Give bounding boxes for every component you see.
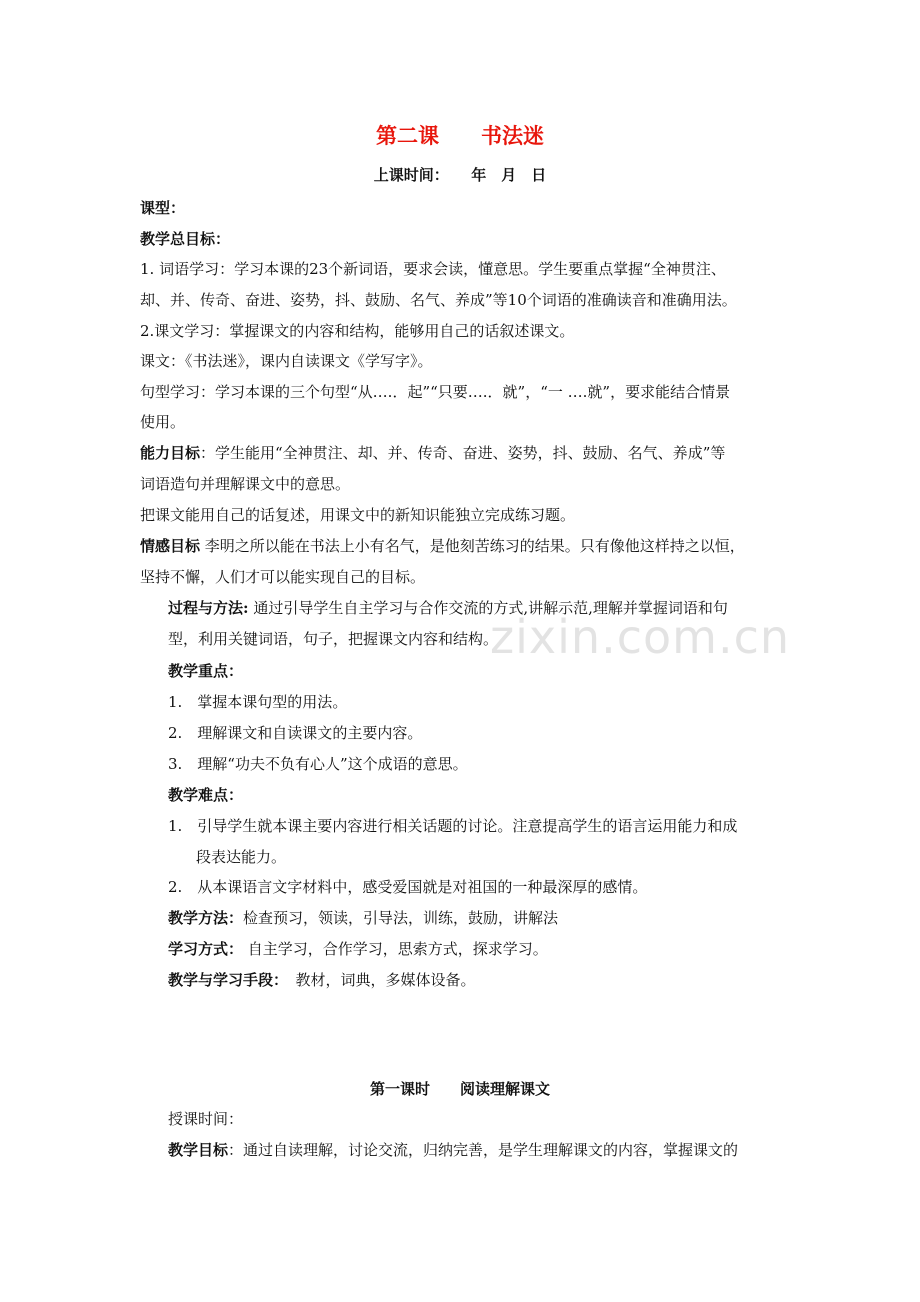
emotion-line2: 坚持不懈，人们才可以能实现自己的目标。	[140, 568, 426, 586]
learning-style-line	[168, 938, 548, 960]
ability-label: 能力目标	[140, 444, 201, 462]
teaching-method-text: 检查预习，领读，引导法，训练，鼓励，讲解法	[243, 909, 559, 927]
goal1-line2: 却、并、传奇、奋进、姿势，抖、鼓励、名气、养成”等10个词语的准确读音和准确用法。	[140, 291, 737, 309]
difficulty-item-1-line2: 段表达能力。	[196, 848, 287, 866]
difficulty-item-2: 2. 从本课语言文字材料中，感受爱国就是对祖国的一种最深厚的感情。	[168, 878, 648, 896]
emotion-text: 李明之所以能在书法上小有名气，是他刻苦练习的结果。只有像他这样持之以恒，	[200, 537, 745, 555]
pattern-line2: 使用。	[140, 413, 186, 431]
teaching-means-text: 教材，词典，多媒体设备。	[280, 971, 476, 989]
section-time-line: 授课时间：	[168, 1110, 244, 1128]
teaching-means-line	[168, 969, 476, 991]
goal1-line1: 1. 词语学习：学习本课的23个新词语，要求会读，懂意思。学生要重点掌握“全神贯注、	[140, 260, 726, 278]
section-title: 第一课时 阅读理解课文	[369, 1080, 550, 1098]
emotion-line1	[140, 535, 745, 557]
teaching-method-line	[168, 907, 558, 929]
process-label: 过程与方法:	[168, 599, 249, 617]
difficulty-label: 教学难点：	[168, 786, 244, 804]
goal2-line: 2.课文学习：掌握课文的内容和结构，能够用自己的话叙述课文。	[140, 322, 575, 340]
key-point-item: 1. 掌握本课句型的用法。	[168, 693, 348, 711]
process-line1	[168, 597, 728, 619]
section-goal-label: 教学目标	[168, 1141, 229, 1159]
pattern-line1: 句型学习：学习本课的三个句型“从….．起”“只要….．就”，“一 ….就”，要求能结合情景	[140, 383, 731, 401]
lesson-type: 课型：	[140, 199, 186, 217]
teaching-means-label: 教学与学习手段：	[168, 971, 281, 989]
ability-line1	[140, 442, 725, 464]
emotion-label: 情感目标	[140, 537, 201, 555]
learning-style-label: 学习方式：	[168, 940, 244, 958]
key-point-item: 2. 理解课文和自读课文的主要内容。	[168, 724, 423, 742]
teaching-method-label: 教学方法：	[168, 909, 244, 927]
retell-line: 把课文能用自己的话复述，用课文中的新知识能独立完成练习题。	[140, 506, 576, 524]
difficulty-item-1-line1: 1. 引导学生就本课主要内容进行相关话题的讨论。注意提高学生的语言运用能力和成	[168, 817, 738, 835]
page-title: 第二课 书法迷	[376, 123, 544, 148]
watermark: zixin.com.cn	[490, 610, 791, 664]
section-goal-text: ：通过自读理解，讨论交流，归纳完善，是学生理解课文的内容，掌握课文的	[228, 1141, 739, 1159]
ability-line2: 词语造句并理解课文中的意思。	[140, 475, 351, 493]
learning-style-text: 自主学习，合作学习，思索方式，探求学习。	[243, 940, 548, 958]
section-goal-line	[168, 1139, 738, 1161]
text-line: 课文：《书法迷》，课内自读课文《学写字》。	[140, 352, 433, 370]
ability-text: ：学生能用“全神贯注、却、并、传奇、奋进、姿势，抖、鼓励、名气、养成”等	[200, 444, 726, 462]
process-line2: 型，利用关键词语，句子，把握课文内容和结构。	[168, 630, 499, 648]
key-points-label: 教学重点：	[168, 662, 244, 680]
class-date-line: 上课时间： 年 月 日	[373, 166, 547, 184]
process-text: 通过引导学生自主学习与合作交流的方式,讲解示范,理解并掌握词语和句	[248, 599, 728, 617]
key-point-item: 3. 理解“功夫不负有心人”这个成语的意思。	[168, 755, 468, 773]
overall-goal-label: 教学总目标：	[140, 230, 231, 248]
